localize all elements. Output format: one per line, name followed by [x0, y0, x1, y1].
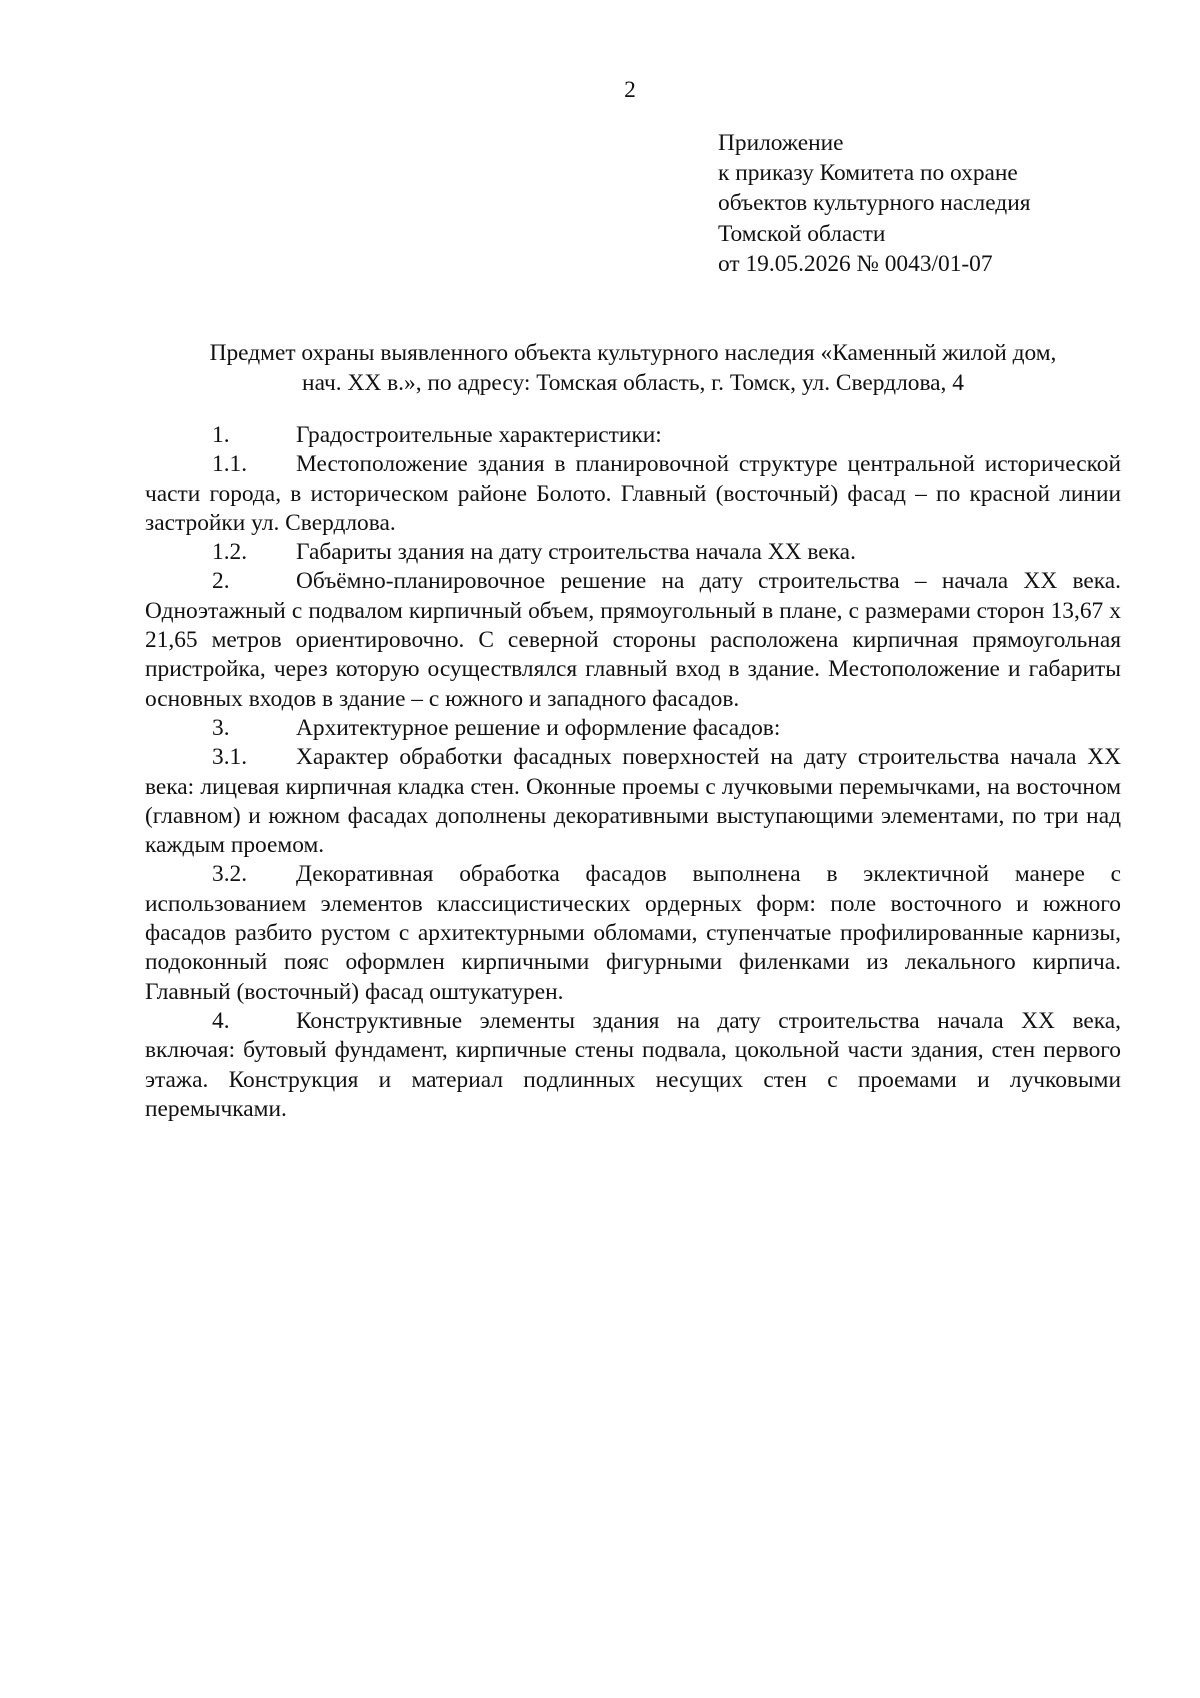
document-body [145, 421, 1121, 1124]
paragraph-number: 4. [212, 1007, 230, 1034]
appendix-line: Томской области [718, 220, 886, 247]
paragraph-number: 1.2. [212, 539, 248, 566]
paragraph [145, 538, 1121, 567]
title-line: Предмет охраны выявленного объекта культурного наследия «Каменный жилой дом, [209, 340, 1057, 366]
paragraph-text: Габариты здания на дату строительства начала XX века. [296, 539, 856, 566]
paragraph-number: 3. [212, 714, 230, 741]
paragraph-text: Характер обработки фасадных поверхностей на дату строительства начала XX века: лицевая кирпичная кладка стен. Оконные проемы с лучковыми перемычками, на восточном (главном) и южном фасадах дополнены декоративными выступающими элементами, по три над каждым проемом. [145, 744, 1121, 859]
paragraph-text: Декоративная обработка фасадов выполнена в эклектичной манере с использованием элементов классицистических ордерных форм: поле восточного и южного фасадов разбито рустом с архитектурными обломами, ступенчатые профилированные карнизы, подоконный пояс оформлен кирпичными фигурными филенками из лекального кирпича. Главный (восточный) фасад оштукатурен. [145, 861, 1121, 1005]
paragraph [145, 450, 1121, 538]
appendix-line: от 19.05.2026 № 0043/01-07 [718, 250, 993, 277]
paragraph-text: Архитектурное решение и оформление фасадов: [296, 714, 781, 741]
paragraph [145, 421, 1121, 450]
paragraph-text: Градостроительные характеристики: [296, 422, 662, 448]
paragraph [145, 567, 1121, 713]
appendix-line: объектов культурного наследия [718, 190, 1031, 217]
paragraph [145, 860, 1121, 1006]
page-number: 2 [624, 77, 636, 103]
paragraph [145, 714, 1121, 743]
paragraph-text: Местоположение здания в планировочной структуре центральной исторической части города, в историческом районе Болото. Главный (восточный) фасад – по красной линии застройки ул. Свердлова. [145, 451, 1121, 536]
appendix-line: к приказу Комитета по охране [718, 160, 1018, 187]
title-line: нач. XX в.», по адресу: Томская область, г. Томск, ул. Свердлова, 4 [302, 370, 964, 396]
appendix-line: Приложение [718, 130, 844, 156]
paragraph-number: 3.2. [212, 861, 248, 888]
paragraph-text: Объёмно-планировочное решение на дату строительства – начала XX века. Одноэтажный с подвалом кирпичный объем, прямоугольный в плане, с размерами сторон 13,67 х 21,65 метров ориентировочно. С северной стороны расположена кирпичная прямоугольная пристройка, через которую осуществлялся главный вход в здание. Местоположение и габариты основных входов в здание – с южного и западного фасадов. [145, 568, 1121, 712]
document-title [145, 338, 1121, 398]
paragraph [145, 743, 1121, 860]
paragraph-number: 1. [212, 422, 230, 448]
paragraph-number: 3.1. [212, 744, 248, 771]
paragraph-number: 2. [212, 568, 230, 595]
paragraph [145, 1007, 1121, 1124]
paragraph-text: Конструктивные элементы здания на дату строительства начала XX века, включая: бутовый фундамент, кирпичные стены подвала, цокольной части здания, стен первого этажа. Конструкция и материал подлинных несущих стен с проемами и лучковыми перемычками. [145, 1007, 1121, 1122]
paragraph-number: 1.1. [212, 451, 248, 478]
appendix-block [718, 128, 1030, 279]
